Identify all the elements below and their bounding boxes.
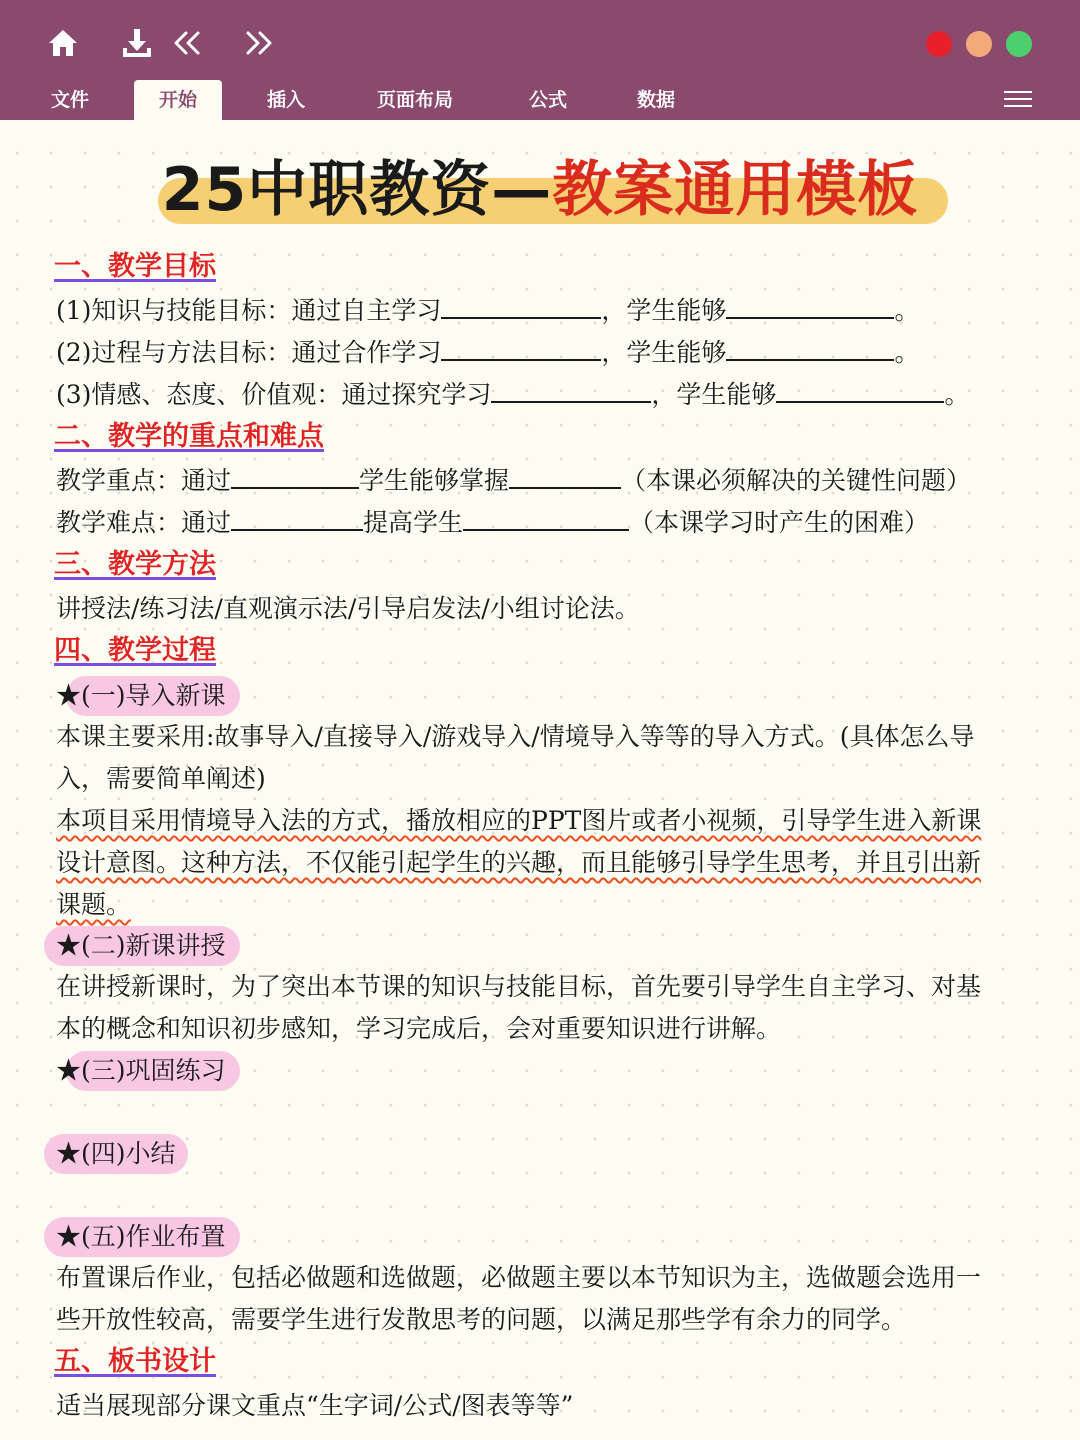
- blank-field: [776, 379, 944, 403]
- blank-field: [441, 295, 601, 319]
- section-heading-goals: 一、教学目标: [54, 251, 216, 282]
- menu-home[interactable]: 开始: [134, 80, 222, 120]
- goal-1-text-a: (1)知识与技能目标：通过自主学习: [56, 296, 442, 325]
- blank-field: [491, 379, 651, 403]
- section-heading-methods: 三、教学方法: [54, 549, 216, 580]
- goal-3-text-c: 。: [944, 380, 970, 409]
- methods-text: 讲授法/练习法/直观演示法/引导启发法/小组讨论法。: [56, 594, 640, 623]
- section-heading-process: 四、教学过程: [54, 635, 216, 666]
- key-point-text-a: 教学重点：通过: [56, 466, 232, 495]
- goal-line-1: [56, 294, 919, 328]
- ribbon-bar: [0, 0, 1080, 120]
- section-heading-key-points: 二、教学的重点和难点: [54, 421, 324, 452]
- blank-field: [726, 337, 894, 361]
- homework-line-2: 些开放性较高，需要学生进行发散思考的问题，以满足那些学有余力的同学。: [56, 1305, 907, 1334]
- intro-paragraph-line-2: 入，需要简单阐述): [56, 764, 266, 793]
- home-icon[interactable]: [46, 26, 80, 60]
- goal-2-text-c: 。: [894, 338, 920, 367]
- goal-3-text-a: (3)情感、态度、价值观：通过探究学习: [56, 380, 492, 409]
- blank-field: [231, 465, 359, 489]
- close-window-dot[interactable]: [926, 31, 952, 57]
- board-design-text: 适当展现部分课文重点“生字词/公式/图表等等”: [56, 1391, 574, 1420]
- goal-3-text-b: ，学生能够: [651, 380, 777, 409]
- homework-line-1: 布置课后作业，包括必做题和选做题，必做题主要以本节知识为主，选做题会选用一: [56, 1263, 982, 1292]
- subheading-summary: ★(四)小结: [56, 1139, 176, 1168]
- menu-formula[interactable]: 公式: [528, 89, 567, 111]
- blank-field: [441, 337, 601, 361]
- section-heading-board-design: 五、板书设计: [54, 1346, 216, 1377]
- download-icon[interactable]: [120, 26, 154, 60]
- subheading-new-lesson: ★(二)新课讲授: [56, 931, 226, 960]
- title-part-red: 教案通用模板: [552, 155, 919, 225]
- menu-file[interactable]: 文件: [50, 89, 89, 111]
- design-intent-line-1: 本项目采用情境导入法的方式，播放相应的PPT图片或者小视频，引导学生进入新课: [56, 806, 982, 835]
- hamburger-menu-icon[interactable]: [1004, 86, 1032, 112]
- goal-2-text-a: (2)过程与方法目标：通过合作学习: [56, 338, 442, 367]
- new-lesson-line-1: 在讲授新课时，为了突出本节课的知识与技能目标，首先要引导学生自主学习、对基: [56, 972, 982, 1001]
- design-intent-line-3: [56, 888, 131, 922]
- page-title: [0, 142, 1080, 228]
- maximize-window-dot[interactable]: [1006, 31, 1032, 57]
- intro-paragraph-line-1: 本课主要采用:故事导入/直接导入/游戏导入/情境导入等等的导入方式。(具体怎么导: [56, 722, 975, 751]
- subheading-homework: ★(五)作业布置: [56, 1222, 226, 1251]
- goal-line-3: [56, 378, 969, 412]
- blank-field: [463, 507, 629, 531]
- key-point-text-b: 学生能够掌握: [359, 466, 510, 495]
- key-point-line: [56, 464, 971, 498]
- blank-field: [509, 465, 621, 489]
- title-part-black: 25中职教资—: [161, 155, 553, 225]
- difficulty-text-b: 提高学生: [363, 508, 464, 537]
- menu-page-layout[interactable]: 页面布局: [376, 89, 453, 111]
- goal-line-2: [56, 336, 919, 370]
- design-intent-text-c: 课题。: [56, 890, 132, 919]
- blank-field: [231, 507, 363, 531]
- menu-data[interactable]: 数据: [636, 89, 675, 111]
- menu-insert[interactable]: 插入: [266, 89, 305, 111]
- new-lesson-line-2: 本的概念和知识初步感知，学习完成后，会对重要知识进行讲解。: [56, 1014, 782, 1043]
- goal-2-text-b: ，学生能够: [601, 338, 727, 367]
- subheading-practice: ★(三)巩固练习: [56, 1056, 226, 1085]
- blank-field: [726, 295, 894, 319]
- design-intent-line-2: 设计意图。这种方法，不仅能引起学生的兴趣，而且能够引导学生思考，并且引出新: [56, 848, 982, 877]
- back-icon[interactable]: [170, 26, 204, 60]
- difficulty-text-c: （本课学习时产生的困难）: [629, 508, 930, 537]
- minimize-window-dot[interactable]: [966, 31, 992, 57]
- subheading-intro: ★(一)导入新课: [56, 681, 226, 710]
- goal-1-text-c: 。: [894, 296, 920, 325]
- goal-1-text-b: ，学生能够: [601, 296, 727, 325]
- forward-icon[interactable]: [242, 26, 276, 60]
- difficulty-text-a: 教学难点：通过: [56, 508, 232, 537]
- key-point-text-c: （本课必须解决的关键性问题）: [621, 466, 972, 495]
- difficulty-line: [56, 506, 929, 540]
